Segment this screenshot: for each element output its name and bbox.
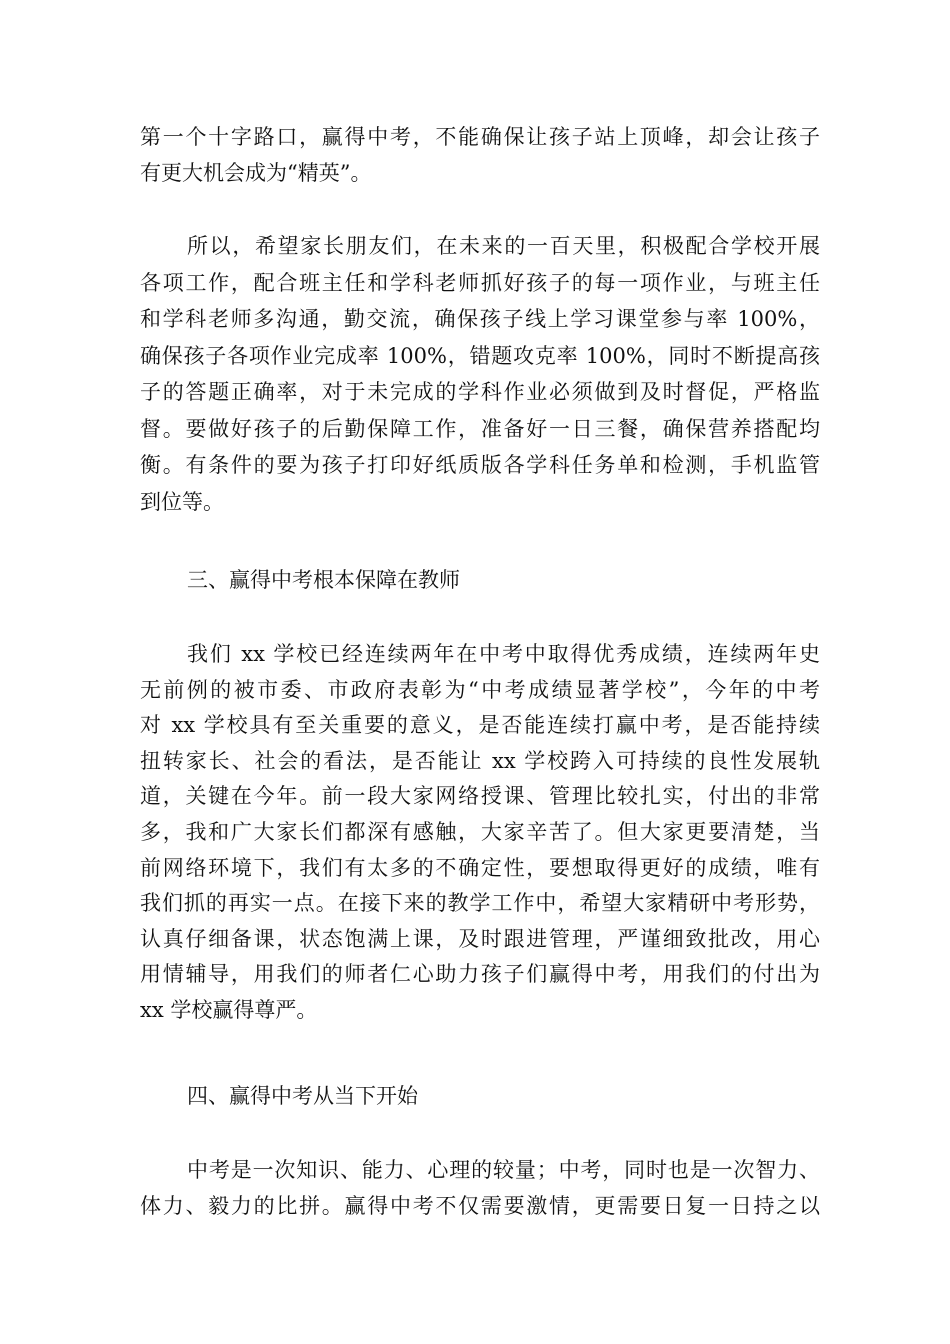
text-line: 对 xx 学校具有至关重要的意义，是否能连续打赢中考，是否能持续 xyxy=(140,713,820,738)
paragraph-1 xyxy=(140,119,820,191)
paragraph-3 xyxy=(140,636,820,1036)
text-line: 体力、毅力的比拼。赢得中考不仅需要激情，更需要日复一日持之以 xyxy=(140,1194,820,1218)
text-line: xx 学校赢得尊严。 xyxy=(140,998,318,1022)
text-line: 中考是一次知识、能力、心理的较量；中考，同时也是一次智力、 xyxy=(187,1158,820,1182)
text-line: 有更大机会成为“精英”。 xyxy=(140,161,372,185)
text-line: 到位等。 xyxy=(140,489,224,514)
text-line: 用情辅导，用我们的师者仁心助力孩子们赢得中考，用我们的付出为 xyxy=(140,962,820,987)
section-heading-4 xyxy=(140,1078,820,1114)
text-line: 确保孩子各项作业完成率 100%，错题攻克率 100%，同时不断提高孩 xyxy=(140,343,820,368)
text-line: 无前例的被市委、市政府表彰为“中考成绩显著学校”，今年的中考 xyxy=(140,677,820,702)
section-heading-3 xyxy=(140,562,820,598)
text-line: 多，我和广大家长们都深有感触，大家辛苦了。但大家更要清楚，当 xyxy=(140,820,820,844)
paragraph-2 xyxy=(140,228,820,528)
text-line: 督。要做好孩子的后勤保障工作，准备好一日三餐，确保营养搭配均 xyxy=(140,416,820,441)
text-line: 各项工作，配合班主任和学科老师抓好孩子的每一项作业，与班主任 xyxy=(140,270,820,295)
text-line: 衡。有条件的要为孩子打印好纸质版各学科任务单和检测，手机监管 xyxy=(140,453,820,477)
heading-text: 四、赢得中考从当下开始 xyxy=(187,1084,418,1108)
text-line: 我们 xx 学校已经连续两年在中考中取得优秀成绩，连续两年史 xyxy=(187,642,820,666)
text-line: 认真仔细备课，状态饱满上课，及时跟进管理，严谨细致批改，用心 xyxy=(140,926,820,951)
paragraph-4 xyxy=(140,1152,820,1224)
text-line: 扭转家长、社会的看法，是否能让 xx 学校跨入可持续的良性发展轨 xyxy=(140,748,820,773)
text-line: 前网络环境下，我们有太多的不确定性，要想取得更好的成绩，唯有 xyxy=(140,855,820,880)
heading-text: 三、赢得中考根本保障在教师 xyxy=(187,568,460,592)
text-line: 道，关键在今年。前一段大家网络授课、管理比较扎实，付出的非常 xyxy=(140,784,820,809)
text-line: 所以，希望家长朋友们，在未来的一百天里，积极配合学校开展 xyxy=(187,234,820,258)
text-line: 我们抓的再实一点。在接下来的教学工作中，希望大家精研中考形势， xyxy=(140,891,820,916)
text-line: 子的答题正确率，对于未完成的学科作业必须做到及时督促，严格监 xyxy=(140,380,820,404)
text-line: 第一个十字路口，赢得中考，不能确保让孩子站上顶峰，却会让孩子 xyxy=(140,125,820,149)
text-line: 和学科老师多沟通，勤交流，确保孩子线上学习课堂参与率 100%， xyxy=(140,307,820,331)
